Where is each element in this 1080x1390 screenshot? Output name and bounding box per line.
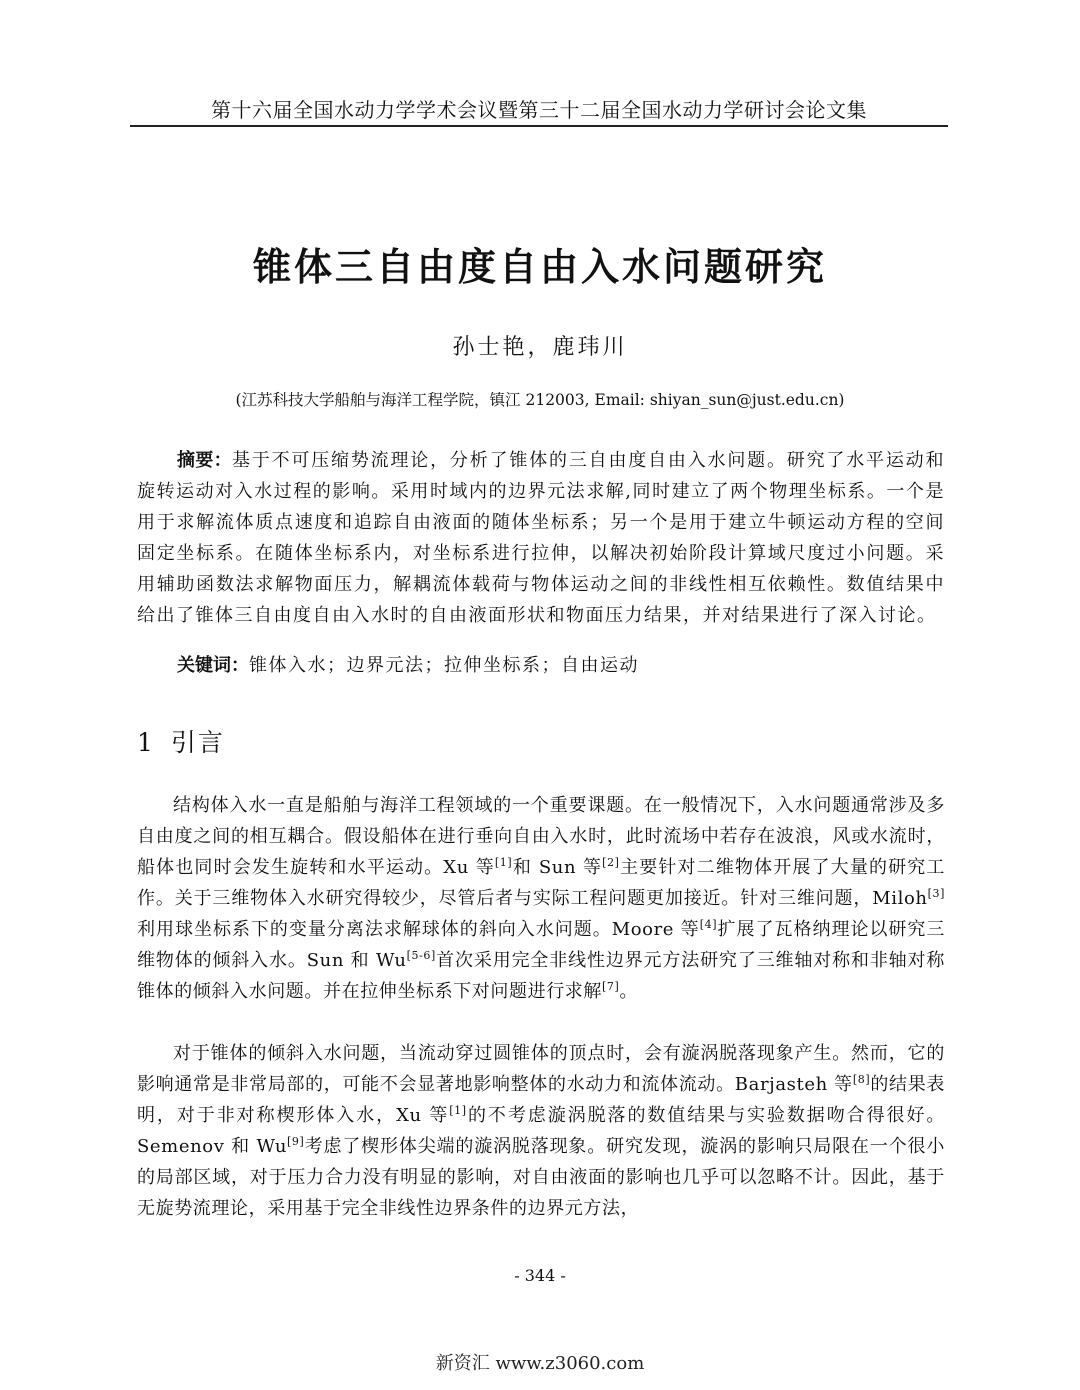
citation: [7]	[602, 980, 620, 993]
text-run: 的不考虑漩涡脱落的数值结果与实验数据吻合得很好。Semenov 和 Wu	[137, 1105, 945, 1157]
citation: [2]	[602, 856, 620, 869]
keywords	[177, 650, 945, 681]
citation: [9]	[287, 1135, 305, 1148]
text-run: 扩展了瓦格纳理论以研究三维物体的倾斜入水。Sun 和 Wu	[137, 919, 946, 971]
text-run: 利用球坐标系下的变量分离法求解球体的斜向入水问题。Moore 等	[137, 919, 700, 940]
abstract-text: 基于不可压缩势流理论，分析了锥体的三自由度自由入水问题。研究了水平运动和旋转运动对入水过程的影响。采用时域内的边界元法求解,同时建立了两个物理坐标系。一个是用于求解流体质点速度和追踪自由液面的随体坐标系；另一个是用于建立牛顿运动方程的空间固定坐标系。在随体坐标系内，对坐标系进行拉伸，以解决初始阶段计算域尺度过小问题。采用辅助函数法求解物面压力，解耦流体载荷与物体运动之间的非线性相互依赖性。数值结果中给出了锥体三自由度自由入水时的自由液面形状和物面压力结果，并对结果进行了深入讨论。	[137, 450, 946, 626]
text-run: 和 Sun 等	[512, 857, 603, 878]
intro-paragraph-2	[137, 1038, 945, 1224]
text-run: 的结果表明，对于非对称楔形体入水，Xu 等	[137, 1074, 945, 1126]
abstract-label: 摘要：	[177, 450, 232, 471]
text-run: 结构体入水一直是船舶与海洋工程领域的一个重要课题。在一般情况下，入水问题通常涉及多自由度之间的相互耦合。假设船体在进行垂向自由入水时，此时流场中若存在波浪，风或水流时，船体也同时会发生旋转和水平运动。Xu 等	[137, 795, 945, 878]
citation: [5-6]	[406, 949, 436, 962]
text-run: 首次采用完全非线性边界元方法研究了三维轴对称和非轴对称锥体的倾斜入水问题。并在拉伸坐标系下对问题进行求解	[137, 950, 945, 1002]
header-rule	[130, 125, 948, 127]
text-run: 。	[619, 981, 638, 1002]
citation: [1]	[449, 1104, 467, 1117]
section-heading	[137, 723, 225, 759]
page-number: - 344 -	[514, 1266, 566, 1285]
keywords-label: 关键词：	[177, 655, 249, 676]
citation: [4]	[699, 918, 718, 931]
paper-title: 锥体三自由度自由入水问题研究	[252, 245, 827, 289]
paper-authors: 孙士艳，鹿玮川	[452, 335, 628, 360]
citation: [1]	[494, 856, 513, 869]
section-number: 1	[137, 728, 155, 757]
text-run: 主要针对二维物体开展了大量的研究工作。关于三维物体入水研究得较少，尽管后者与实际工程问题更加接近。针对三维问题，Miloh	[137, 857, 945, 909]
keywords-text: 锥体入水；边界元法；拉伸坐标系；自由运动	[249, 655, 639, 676]
paper-affiliation: (江苏科技大学船舶与海洋工程学院，镇江 212003, Email: shiyan_sun@just.edu.cn)	[235, 391, 845, 409]
abstract	[137, 445, 945, 631]
running-header: 第十六届全国水动力学学术会议暨第三十二届全国水动力学研讨会论文集	[211, 98, 867, 122]
text-run: 对于锥体的倾斜入水问题，当流动穿过圆锥体的顶点时，会有漩涡脱落现象产生。然而，它的影响通常是非常局部的，可能不会显著地影响整体的水动力和流体流动。Barjasteh 等	[137, 1043, 945, 1095]
watermark-text: 新资汇 www.z3060.com	[435, 1353, 645, 1374]
section-title: 引言	[170, 728, 225, 757]
text-run: 考虑了楔形体尖端的漩涡脱落现象。研究发现，漩涡的影响只局限在一个很小的局部区域，对于压力合力没有明显的影响，对自由液面的影响也几乎可以忽略不计。因此，基于无旋势流理论，采用基于完全非线性边界条件的边界元方法，	[137, 1136, 945, 1219]
intro-paragraph-1	[137, 790, 945, 1007]
citation: [3]	[927, 887, 945, 900]
citation: [8]	[852, 1073, 871, 1086]
